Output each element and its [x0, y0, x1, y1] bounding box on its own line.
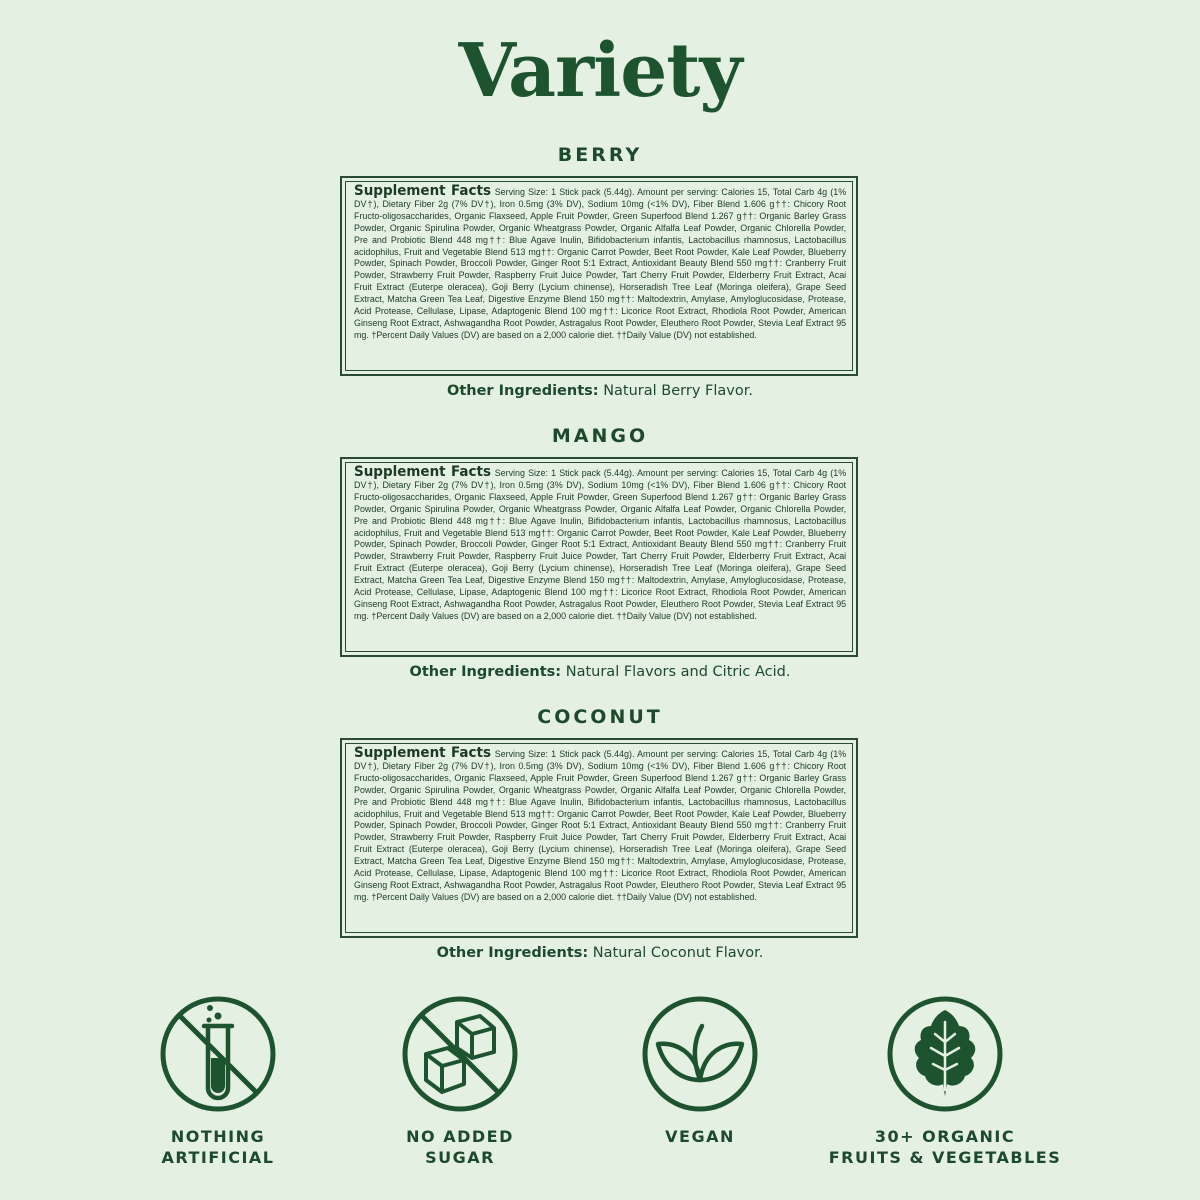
- other-ingredients-coconut: [0, 945, 1200, 961]
- leaf-icon: [642, 996, 758, 1112]
- other-ingredients-label: Other Ingredients:: [409, 664, 562, 680]
- badge-label: VEGAN: [665, 1127, 735, 1146]
- badge-label: NO ADDED SUGAR: [406, 1127, 514, 1167]
- other-ingredients-label: Other Ingredients:: [436, 945, 589, 961]
- no-test-tube-icon: [160, 996, 276, 1112]
- badge-nothing-artificial: [98, 996, 338, 1168]
- supplement-facts-berry: [340, 176, 858, 376]
- other-ingredients-value: Natural Berry Flavor.: [598, 383, 753, 399]
- facts-heading: Supplement Facts: [354, 183, 491, 199]
- badge-organic-fruits-vegetables: [825, 996, 1065, 1168]
- no-sugar-cube-icon: [402, 996, 518, 1112]
- facts-body: Serving Size: 1 Stick pack (5.44g). Amount per serving: Calories 15, Total Carb 4g (1% DV†), Dietary Fiber 2g (7% DV†), Iron 0.5mg (3% DV), Sodium 10mg (<1% DV), Fiber Blend 1.606 g††: Chicory Root Fructo-oligosaccharides, Organic Flaxseed, Apple Fruit Powder, Green Superfood Blend 1.267 g††: Organic Barley Grass Powder, Organic Spirulina Powder, Organic Wheatgrass Powder, Organic Alfalfa Leaf Powder, Organic Chlorella Powder, Pre and Probiotic Blend 448 mg††: Blue Agave Inulin, Bifidobacterium infantis, Lactobacillus rhamnosus, Lactobacillus acidophilus, Fruit and Vegetable Blend 513 mg††: Organic Carrot Powder, Beet Root Powder, Kale Leaf Powder, Blueberry Powder, Spinach Powder, Broccoli Powder, Ginger Root 5:1 Extract, Antioxidant Beauty Blend 550 mg††: Cranberry Fruit Powder, Strawberry Fruit Powder, Raspberry Fruit Juice Powder, Tart Cherry Fruit Powder, Elderberry Fruit Extract, Acai Fruit Extract (Euterpe oleracea), Goji Berry (Lycium chinense), Horseradish Tree Leaf (Moringa oleifera), Grape Seed Extract, Matcha Green Tea Leaf, Digestive Enzyme Blend 150 mg††: Maltodextrin, Amylase, Amyloglucosidase, Protease, Acid Protease, Cellulase, Lipase, Adaptogenic Blend 100 mg††: Licorice Root Extract, Rhodiola Root Powder, American Ginseng Root Extract, Ashwagandha Root Powder, Astragalus Root Powder, Eleuthero Root Powder, Stevia Leaf Extract 95 mg. †Percent Daily Values (DV) are based on a 2,000 calorie diet. ††Daily Value (DV) not established.: [354, 749, 847, 903]
- facts-body: Serving Size: 1 Stick pack (5.44g). Amount per serving: Calories 15, Total Carb 4g (1% DV†), Dietary Fiber 2g (7% DV†), Iron 0.5mg (3% DV), Sodium 10mg (<1% DV), Fiber Blend 1.606 g††: Chicory Root Fructo-oligosaccharides, Organic Flaxseed, Apple Fruit Powder, Green Superfood Blend 1.267 g††: Organic Barley Grass Powder, Organic Spirulina Powder, Organic Wheatgrass Powder, Organic Alfalfa Leaf Powder, Organic Chlorella Powder, Pre and Probiotic Blend 448 mg††: Blue Agave Inulin, Bifidobacterium infantis, Lactobacillus rhamnosus, Lactobacillus acidophilus, Fruit and Vegetable Blend 513 mg††: Organic Carrot Powder, Beet Root Powder, Kale Leaf Powder, Blueberry Powder, Spinach Powder, Broccoli Powder, Ginger Root 5:1 Extract, Antioxidant Beauty Blend 550 mg††: Cranberry Fruit Powder, Strawberry Fruit Powder, Raspberry Fruit Juice Powder, Tart Cherry Fruit Powder, Elderberry Fruit Extract, Acai Fruit Extract (Euterpe oleracea), Goji Berry (Lycium chinense), Horseradish Tree Leaf (Moringa oleifera), Grape Seed Extract, Matcha Green Tea Leaf, Digestive Enzyme Blend 150 mg††: Maltodextrin, Amylase, Amyloglucosidase, Protease, Acid Protease, Cellulase, Lipase, Adaptogenic Blend 100 mg††: Licorice Root Extract, Rhodiola Root Powder, American Ginseng Root Extract, Ashwagandha Root Powder, Astragalus Root Powder, Eleuthero Root Powder, Stevia Leaf Extract 95 mg. †Percent Daily Values (DV) are based on a 2,000 calorie diet. ††Daily Value (DV) not established.: [354, 187, 847, 341]
- other-ingredients-label: Other Ingredients:: [447, 383, 599, 399]
- badge-no-added-sugar: [340, 996, 580, 1168]
- other-ingredients-mango: [0, 664, 1200, 680]
- other-ingredients-berry: [0, 383, 1200, 399]
- other-ingredients-value: Natural Flavors and Citric Acid.: [561, 664, 791, 680]
- flavor-heading-berry: BERRY: [557, 144, 643, 166]
- other-ingredients-value: Natural Coconut Flavor.: [588, 945, 764, 961]
- page-title: Variety: [458, 28, 742, 114]
- supplement-facts-coconut: [340, 738, 858, 938]
- badge-label: NOTHING ARTIFICIAL: [161, 1127, 275, 1167]
- kale-leaf-icon: [887, 996, 1003, 1112]
- badge-vegan: [580, 996, 820, 1147]
- facts-heading: Supplement Facts: [354, 464, 491, 480]
- facts-heading: Supplement Facts: [354, 745, 491, 761]
- badge-label: 30+ ORGANIC FRUITS & VEGETABLES: [828, 1127, 1062, 1167]
- facts-body: Serving Size: 1 Stick pack (5.44g). Amount per serving: Calories 15, Total Carb 4g (1% DV†), Dietary Fiber 2g (7% DV†), Iron 0.5mg (3% DV), Sodium 10mg (<1% DV), Fiber Blend 1.606 g††: Chicory Root Fructo-oligosaccharides, Organic Flaxseed, Apple Fruit Powder, Green Superfood Blend 1.267 g††: Organic Barley Grass Powder, Organic Spirulina Powder, Organic Wheatgrass Powder, Organic Alfalfa Leaf Powder, Organic Chlorella Powder, Pre and Probiotic Blend 448 mg††: Blue Agave Inulin, Bifidobacterium infantis, Lactobacillus rhamnosus, Lactobacillus acidophilus, Fruit and Vegetable Blend 513 mg††: Organic Carrot Powder, Beet Root Powder, Kale Leaf Powder, Blueberry Powder, Spinach Powder, Broccoli Powder, Ginger Root 5:1 Extract, Antioxidant Beauty Blend 550 mg††: Cranberry Fruit Powder, Strawberry Fruit Powder, Raspberry Fruit Juice Powder, Tart Cherry Fruit Powder, Elderberry Fruit Extract, Acai Fruit Extract (Euterpe oleracea), Goji Berry (Lycium chinense), Horseradish Tree Leaf (Moringa oleifera), Grape Seed Extract, Matcha Green Tea Leaf, Digestive Enzyme Blend 150 mg††: Maltodextrin, Amylase, Amyloglucosidase, Protease, Acid Protease, Cellulase, Lipase, Adaptogenic Blend 100 mg††: Licorice Root Extract, Rhodiola Root Powder, American Ginseng Root Extract, Ashwagandha Root Powder, Astragalus Root Powder, Eleuthero Root Powder, Stevia Leaf Extract 95 mg. †Percent Daily Values (DV) are based on a 2,000 calorie diet. ††Daily Value (DV) not established.: [354, 468, 847, 622]
- flavor-heading-mango: MANGO: [551, 425, 649, 447]
- supplement-facts-mango: [340, 457, 858, 657]
- flavor-heading-coconut: COCONUT: [537, 706, 663, 728]
